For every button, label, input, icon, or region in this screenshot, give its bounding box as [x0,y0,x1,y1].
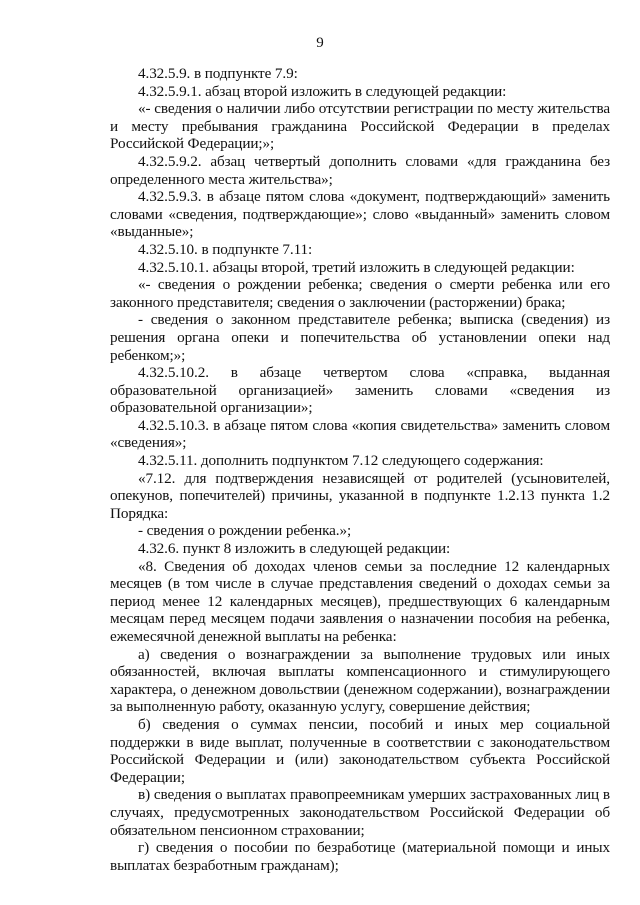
paragraph-item-b: б) сведения о суммах пенсии, пособий и иных мер социальной поддержки в виде выплат, полученные в соответствии с законодательством Российской Федерации и (или) законодательством субъекта Российской Федерации; [110,715,610,786]
paragraph-4-32-5-10-2: 4.32.5.10.2. в абзаце четвертом слова «справка, выданная образовательной организацией» заменить словами «сведения из образовательной организации»; [110,364,610,417]
paragraph-4-32-5-10: 4.32.5.10. в подпункте 7.11: [138,240,313,258]
page-number: 9 [316,35,324,51]
paragraph-legal-representative: - сведения о законном представителе ребенка; выписка (сведения) из решения органа опеки и попечительства об установлении опеки над ребенком;»; [110,311,610,364]
paragraph-4-32-5-9-1: 4.32.5.9.1. абзац второй изложить в следующей редакции: [138,82,507,100]
paragraph-item-v: в) сведения о выплатах правопреемникам умерших застрахованных лиц в случаях, предусмотренных законодательством Российской Федерации об обязательном пенсионном страховании; [110,786,610,839]
paragraph-item-g: г) сведения о пособии по безработице (материальной помощи и иных выплатах безработным гражданам); [110,839,610,874]
paragraph-8-income: «8. Сведения об доходах членов семьи за последние 12 календарных месяцев (в том числе в случае представления сведений о доходах семьи за период менее 12 календарных месяцев), предшествующих 6 календарным месяцам перед месяцем подачи заявления о назначении пособия на ребенка, ежемесячной денежной выплаты на ребенка: [110,557,610,645]
paragraph-quote-registration: «- сведения о наличии либо отсутствии регистрации по месту жительства и месту пребывания гражданина Российской Федерации в пределах Российской Федерации;»; [110,100,610,153]
paragraph-4-32-6: 4.32.6. пункт 8 изложить в следующей редакции: [138,540,451,558]
document-body [110,65,610,874]
paragraph-quote-birth-death: «- сведения о рождении ребенка; сведения о смерти ребенка или его законного представителя; сведения о заключении (расторжении) брака; [110,276,610,311]
paragraph-item-a: а) сведения о вознаграждении за выполнение трудовых или иных обязанностей, включая выплаты компенсационного и стимулирующего характера, о денежном довольствии (денежном содержании), вознаграждении за выполненную работу, оказанную услугу, совершение действия; [110,645,610,716]
paragraph-4-32-5-9-2: 4.32.5.9.2. абзац четвертый дополнить словами «для гражданина без определенного места жительства»; [110,152,610,188]
paragraph-4-32-5-10-3: 4.32.5.10.3. в абзаце пятом слова «копия свидетельства» заменить словом «сведения»; [110,416,610,452]
paragraph-birth-info: - сведения о рождении ребенка.»; [138,522,352,540]
paragraph-4-32-5-9: 4.32.5.9. в подпункте 7.9: [138,65,298,82]
paragraph-4-32-5-10-1: 4.32.5.10.1. абзацы второй, третий изложить в следующей редакции: [138,258,575,276]
paragraph-7-12: «7.12. для подтверждения независящей от родителей (усыновителей, опекунов, попечителей) причины, указанной в подпункте 1.2.13 пункта 1.2 Порядка: [110,469,610,522]
paragraph-4-32-5-11: 4.32.5.11. дополнить подпунктом 7.12 следующего содержания: [138,452,544,470]
paragraph-4-32-5-9-3: 4.32.5.9.3. в абзаце пятом слова «документ, подтверждающий» заменить словами «сведения, подтверждающие»; слово «выданный» заменить словом «выданные»; [110,188,610,241]
